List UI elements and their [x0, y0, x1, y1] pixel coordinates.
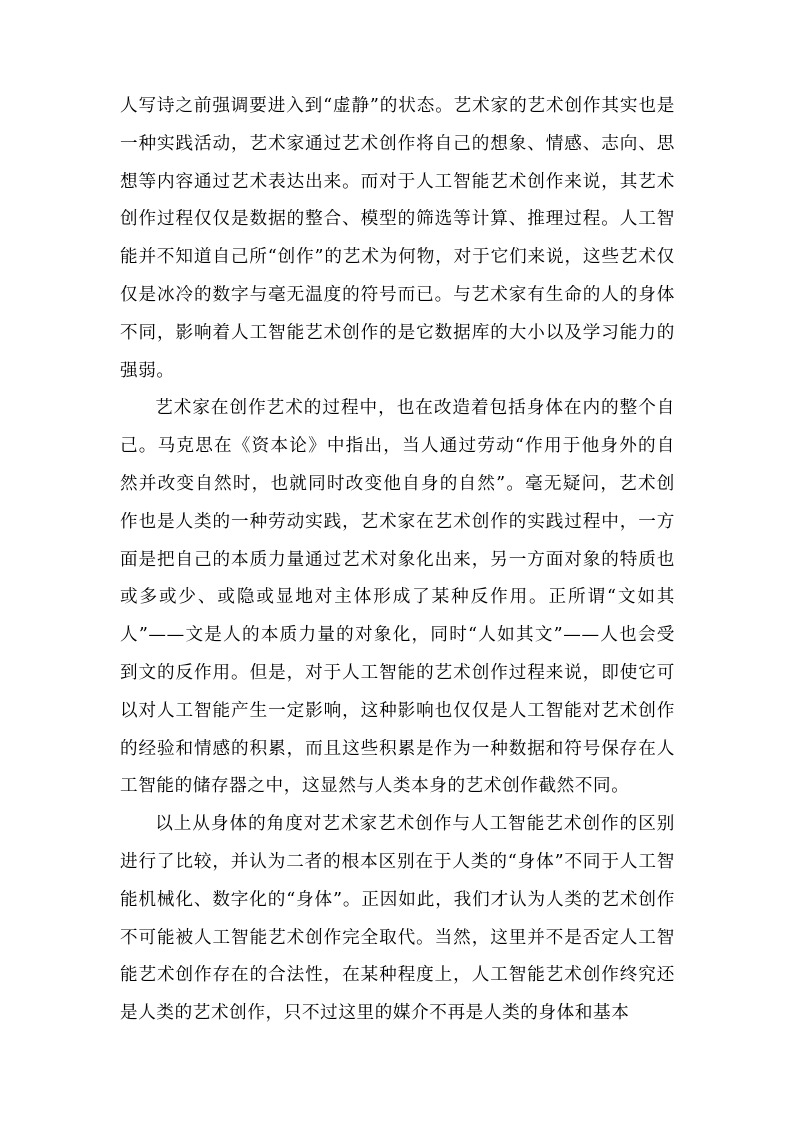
- paragraph-conclusion: 以上从身体的角度对艺术家艺术创作与人工智能艺术创作的区别进行了比较，并认为二者的根本区别在于人类的“身体”不同于人工智能机械化、数字化的“身体”。正因如此，我们才认为人类的艺术创作不可能被人工智能艺术创作完全取代。当然，这里并不是否定人工智能艺术创作存在的合法性，在某种程度上，人工智能艺术创作终究还是人类的艺术创作，只不过这里的媒介不再是人类的身体和基本: [120, 814, 675, 1024]
- paragraph-marx: 艺术家在创作艺术的过程中，也在改造着包括身体在内的整个自己。马克思在《资本论》中指出，当人通过劳动“作用于他身外的自然并改变自然时，也就同时改变他自身的自然”。毫无疑问，艺术创作也是人类的一种劳动实践，艺术家在艺术创作的实践过程中，一方面是把自己的本质力量通过艺术对象化出来，另一方面对象的特质也或多或少、或隐或显地对主体形成了某种反作用。正所谓“文如其人”——文是人的本质力量的对象化，同时“人如其文”——人也会受到文的反作用。但是，对于人工智能的艺术创作过程来说，即使它可以对人工智能产生一定影响，这种影响也仅仅是人工智能对艺术创作的经验和情感的积累，而且这些积累是作为一种数据和符号保存在人工智能的储存器之中，这显然与人类本身的艺术创作截然不同。: [120, 398, 675, 797]
- body-text: [120, 88, 675, 1033]
- paragraph-continued: 人写诗之前强调要进入到“虚静”的状态。艺术家的艺术创作其实也是一种实践活动，艺术家通过艺术创作将自己的想象、情感、志向、思想等内容通过艺术表达出来。而对于人工智能艺术创作来说，其艺术创作过程仅仅是数据的整合、模型的筛选等计算、推理过程。人工智能并不知道自己所“创作”的艺术为何物，对于它们来说，这些艺术仅仅是冰冷的数字与毫无温度的符号而已。与艺术家有生命的人的身体不同，影响着人工智能艺术创作的是它数据库的大小以及学习能力的强弱。: [120, 96, 675, 381]
